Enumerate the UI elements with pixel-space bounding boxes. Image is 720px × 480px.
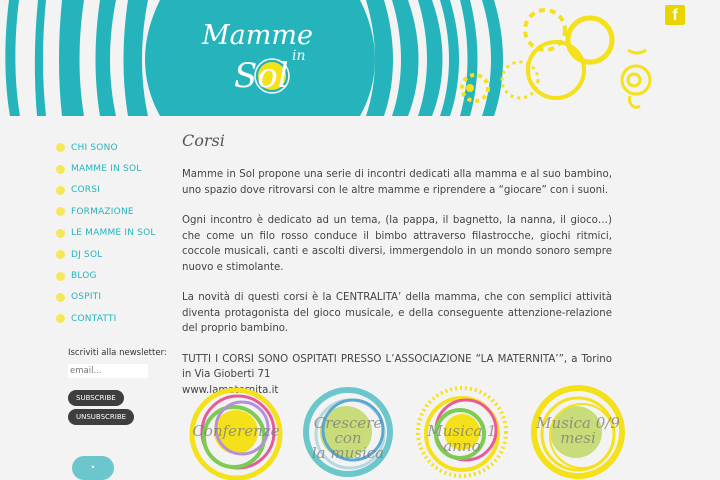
facebook-icon[interactable]: f	[665, 5, 685, 25]
sidebar-item-ospiti[interactable]	[56, 287, 176, 308]
sidebar-item-dj-sol[interactable]	[56, 244, 176, 265]
paragraph-intro: Mamme in Sol propone una serie di incontri dedicati alla mamma e al suo bambino, uno spazio dove ritrovarsi con le altre mamme e riprendere a “giocare” con i suoni.	[182, 169, 612, 196]
course-label-line-2: mesi	[560, 429, 596, 447]
course-label-line-1: Musica 0/9	[536, 414, 620, 432]
newsletter-label: Iscriviti alla newsletter:	[68, 348, 167, 358]
logo-line-2: in	[292, 48, 306, 64]
bullet-icon	[56, 186, 65, 195]
course-circles	[186, 382, 646, 480]
header-artwork	[0, 0, 720, 116]
sidebar-item-label: CHI SONO	[71, 142, 118, 153]
main-content	[182, 131, 612, 398]
location-text: TUTTI I CORSI SONO OSPITATI PRESSO L’ASSOCIAZIONE “LA MATERNITA’”, a Torino in Via Gioberti 71	[182, 353, 612, 380]
sidebar-item-label: CORSI	[71, 185, 100, 196]
course-conferenze[interactable]	[186, 382, 286, 480]
sidebar-item-label: BLOG	[71, 271, 97, 282]
sidebar-item-label: LE MAMME IN SOL	[71, 228, 156, 239]
newsletter-form	[68, 348, 168, 425]
sidebar-item-chi-sono[interactable]	[56, 137, 176, 158]
sidebar-item-formazione[interactable]	[56, 201, 176, 222]
paragraph-centrality: La novità di questi corsi è la CENTRALITA’ della mamma, che con semplici attività diventa protagonista del gioco musicale, e della conseguente attenzione-relazione del proprio bambino.	[182, 292, 612, 334]
sidebar-item-label: DJ SOL	[71, 249, 103, 260]
course-musica-0-9-mesi[interactable]	[528, 382, 628, 480]
bullet-icon	[56, 143, 65, 152]
maternita-link[interactable]: www.lamaternita.it	[182, 384, 279, 396]
bullet-icon	[56, 229, 65, 238]
course-label	[528, 416, 628, 446]
sidebar-item-blog[interactable]	[56, 265, 176, 286]
scroll-top-button[interactable]: •	[72, 456, 114, 480]
course-musica-1-anno[interactable]	[412, 382, 512, 480]
sidebar-item-label: FORMAZIONE	[71, 206, 134, 217]
bullet-icon	[56, 314, 65, 323]
course-label-line-1: Crescere con	[313, 414, 383, 447]
logo-line-1: Mamme	[202, 20, 313, 51]
course-label: Musica 1 anno	[427, 422, 497, 455]
bullet-icon	[56, 250, 65, 259]
sidebar-item-mamme-in-sol[interactable]	[56, 158, 176, 179]
sidebar-nav	[56, 137, 176, 330]
sidebar-item-le-mamme-in-sol[interactable]	[56, 223, 176, 244]
paragraph-themes: Ogni incontro è dedicato ad un tema, (la pappa, il bagnetto, la nanna, il gioco…) che come un filo rosso conduce il bimbo attraverso filastrocche, giochi ritmici, coccole musicali, canti e ascolti diversi, immergendolo in un mondo sonoro sempre nuovo e stimolante.	[182, 215, 612, 273]
unsubscribe-button[interactable]: UNSUBSCRIBE	[68, 409, 134, 425]
bullet-icon	[56, 207, 65, 216]
subscribe-button[interactable]: SUBSCRIBE	[68, 390, 124, 406]
sidebar-item-corsi[interactable]	[56, 180, 176, 201]
newsletter-email-input[interactable]	[68, 364, 148, 378]
course-label	[298, 416, 398, 461]
bullet-icon	[56, 272, 65, 281]
course-crescere-con-la-musica[interactable]	[298, 382, 398, 480]
logo-line-3: Sol	[234, 56, 289, 96]
site-logo[interactable]	[196, 12, 336, 102]
course-label-line-2: la musica	[311, 444, 385, 462]
bullet-icon	[56, 293, 65, 302]
sidebar-item-contatti[interactable]	[56, 308, 176, 329]
page-title: Corsi	[182, 131, 225, 150]
sidebar-item-label: OSPITI	[71, 292, 102, 303]
sidebar-item-label: CONTATTI	[71, 313, 117, 324]
header-banner	[0, 0, 720, 116]
sidebar-item-label: MAMME IN SOL	[71, 164, 142, 175]
bullet-icon	[56, 165, 65, 174]
course-label: Conferenze	[192, 422, 280, 440]
